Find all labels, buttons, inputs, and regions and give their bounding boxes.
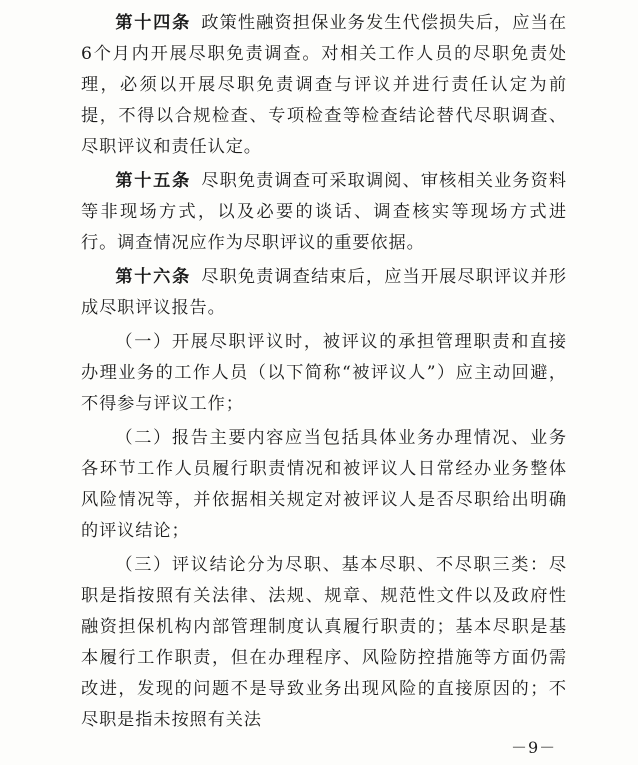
clause-text: （三）评议结论分为尽职、基本尽职、不尽职三类：尽职是指按照有关法律、法规、规章、规范性文件以及政府性融资担保机构内部管理制度认真履行职责的；基本尽职是基本履行工作职责，但在办理程序、风险防控措施等方面仍需改进，发现的问题不是导致业务出现风险的直接原因的；不尽职是指未按照有关法	[81, 555, 567, 730]
page-number: －9－	[511, 738, 557, 757]
article-text: 尽职免责调查结束后，应当开展尽职评议并形成尽职评议报告。	[81, 267, 567, 318]
clause-1-paragraph	[81, 327, 567, 420]
clause-2-paragraph	[81, 423, 567, 547]
clause-3-paragraph	[81, 550, 567, 736]
clause-text: （一）开展尽职评议时，被评议的承担管理职责和直接办理业务的工作人员（以下简称“被评议人”）应主动回避，不得参与评议工作；	[81, 332, 567, 414]
clause-text: （二）报告主要内容应当包括具体业务办理情况、业务各环节工作人员履行职责情况和被评议人日常经办业务整体风险情况等，并依据相关规定对被评议人是否尽职给出明确的评议结论；	[81, 428, 567, 541]
article-14-paragraph	[81, 8, 567, 163]
article-number: 第十六条	[115, 267, 191, 287]
article-number: 第十五条	[115, 171, 191, 191]
article-15-paragraph	[81, 166, 567, 259]
article-16-paragraph	[81, 262, 567, 324]
body-text	[81, 8, 567, 739]
article-text: 政策性融资担保业务发生代偿损失后，应当在6个月内开展尽职免责调查。对相关工作人员的尽职免责处理，必须以开展尽职免责调查与评议并进行责任认定为前提，不得以合规检查、专项检查等检查结论替代尽职调查、尽职评议和责任认定。	[81, 13, 567, 157]
article-text: 尽职免责调查可采取调阅、审核相关业务资料等非现场方式，以及必要的谈话、调查核实等现场方式进行。调查情况应作为尽职评议的重要依据。	[81, 171, 567, 253]
article-number: 第十四条	[115, 13, 191, 33]
